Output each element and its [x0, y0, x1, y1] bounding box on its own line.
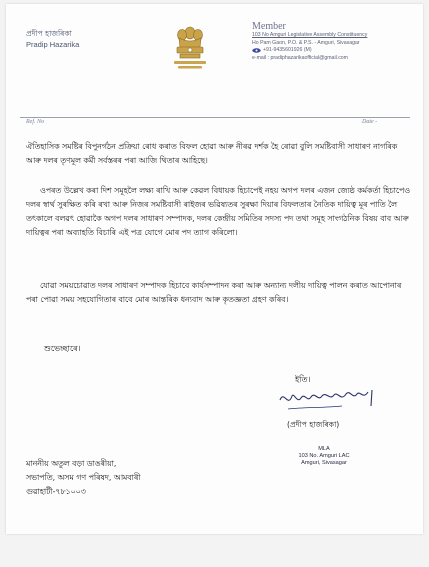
letterhead-name-assamese: প্ৰদীপ হাজৰিকা	[26, 29, 72, 38]
phone-number: +91-9435601926 (M)	[263, 47, 312, 53]
handwritten-signature	[274, 382, 384, 416]
body-paragraph-1: ঐতিহাসিক সমষ্টিৰ বিপুনৰ্গঠন প্ৰক্ৰিয়া ৰোধ কৰাত বিফল হোৱা আৰু নীৰৱ দৰ্শক হৈ ৰোৱা বুলি সমষ্টিবাসী সাধাৰণ নাগৰিক আৰু দলৰ তৃণমূল কৰ্মী সৰ্বস্তৰৰ পৰা আজি থিতাৰ আহিছে।	[26, 142, 398, 165]
body-paragraph-3: যোৱা সময়চোৱাত দলৰ সাধাৰণ সম্পাদক হিচাবে কাৰ্যসম্পাদন কৰা আৰু অন্যান্য দলীয় দায়িত্ব পালন কৰাত আপোনাৰ পৰা পোৱা সময় সহযোগিতাৰ বাবে মোৰ আন্তৰিক ধন্যবাদ আৰু কৃতজ্ঞতা গ্ৰহণ কৰিব।	[26, 281, 402, 304]
letterhead-name-english: Pradip Hazarika	[26, 40, 80, 49]
recipient-line-2: সভাপতি, অসম গণ পৰিষদ, আমবাৰী	[26, 473, 141, 482]
letterhead-divider	[20, 117, 410, 118]
recipient-line-1: মাননীয় অতুল বড়া ডাঙৰীয়া,	[26, 459, 117, 468]
email-line: e-mail : pradiphazarikaofficial@gmail.com	[252, 54, 348, 61]
ref-no-label: Ref. No	[26, 119, 44, 125]
phone-icon	[252, 48, 261, 53]
stamp-line-3: Amguri, Sivasagar	[301, 460, 347, 467]
greeting: শুভেচ্ছাৰে।	[44, 344, 81, 353]
recipient-line-3: গুৱাহাটী-৭৮১০০৩	[26, 487, 86, 496]
address-line: Ho Pam Gaon, P.O. & P.S. - Amguri, Sivasagar	[252, 39, 360, 46]
member-title: Member	[252, 21, 286, 32]
signatory-name: (প্ৰদীপ হাজৰিকা)	[287, 420, 340, 429]
recipient-address	[26, 457, 140, 499]
constituency-line: 103 No Amguri Legislative Assembly Constituency	[252, 32, 368, 38]
national-emblem-icon	[170, 22, 210, 72]
letterhead-contact-block	[252, 21, 367, 62]
signature-closing: ইতি।	[295, 375, 311, 384]
letter-page	[6, 4, 423, 534]
stamp-line-2: 103 No. Amguri LAC	[298, 453, 350, 460]
letterhead-name-block	[26, 28, 79, 50]
stamp-line-1: MLA	[318, 446, 330, 452]
phone-line	[252, 47, 367, 55]
mla-stamp	[276, 446, 372, 468]
body-paragraph-2: ওপৰত উল্লেখ কৰা দিশ সমূহলৈ লক্ষ্য ৰাখি আৰু কেৱল বিধায়ক হিচাপেই নহয় অগপ দলৰ এজন জ্যেষ্ঠ কৰ্মকৰ্তা হিচাপেও দলৰ স্বাৰ্থ সুৰক্ষিত কৰি ৰখা আৰু নিজৰ সমষ্টিবাসী ৰাইজৰ ভৱিষ্যতৰ সুৰক্ষা দিয়াৰ বিফলতাৰ নৈতিক দায়িত্ব মূৰ পাতি লৈ তৎকালে বলৱৎ হোৱাকৈ অগপ দলৰ সাধাৰণ সম্পাদক, দলৰ কেন্দ্ৰীয় সমিতিৰ সদস্য পদ তথা সমূহ সাংগঠনিক বিষয় বাব আৰু দায়িত্বৰ পৰা অব্যাহতি বিচাৰি এই পত্ৰ যোগে মোৰ পদ ত্যাগ কৰিলো।	[26, 186, 410, 237]
date-label: Date -	[362, 119, 378, 125]
